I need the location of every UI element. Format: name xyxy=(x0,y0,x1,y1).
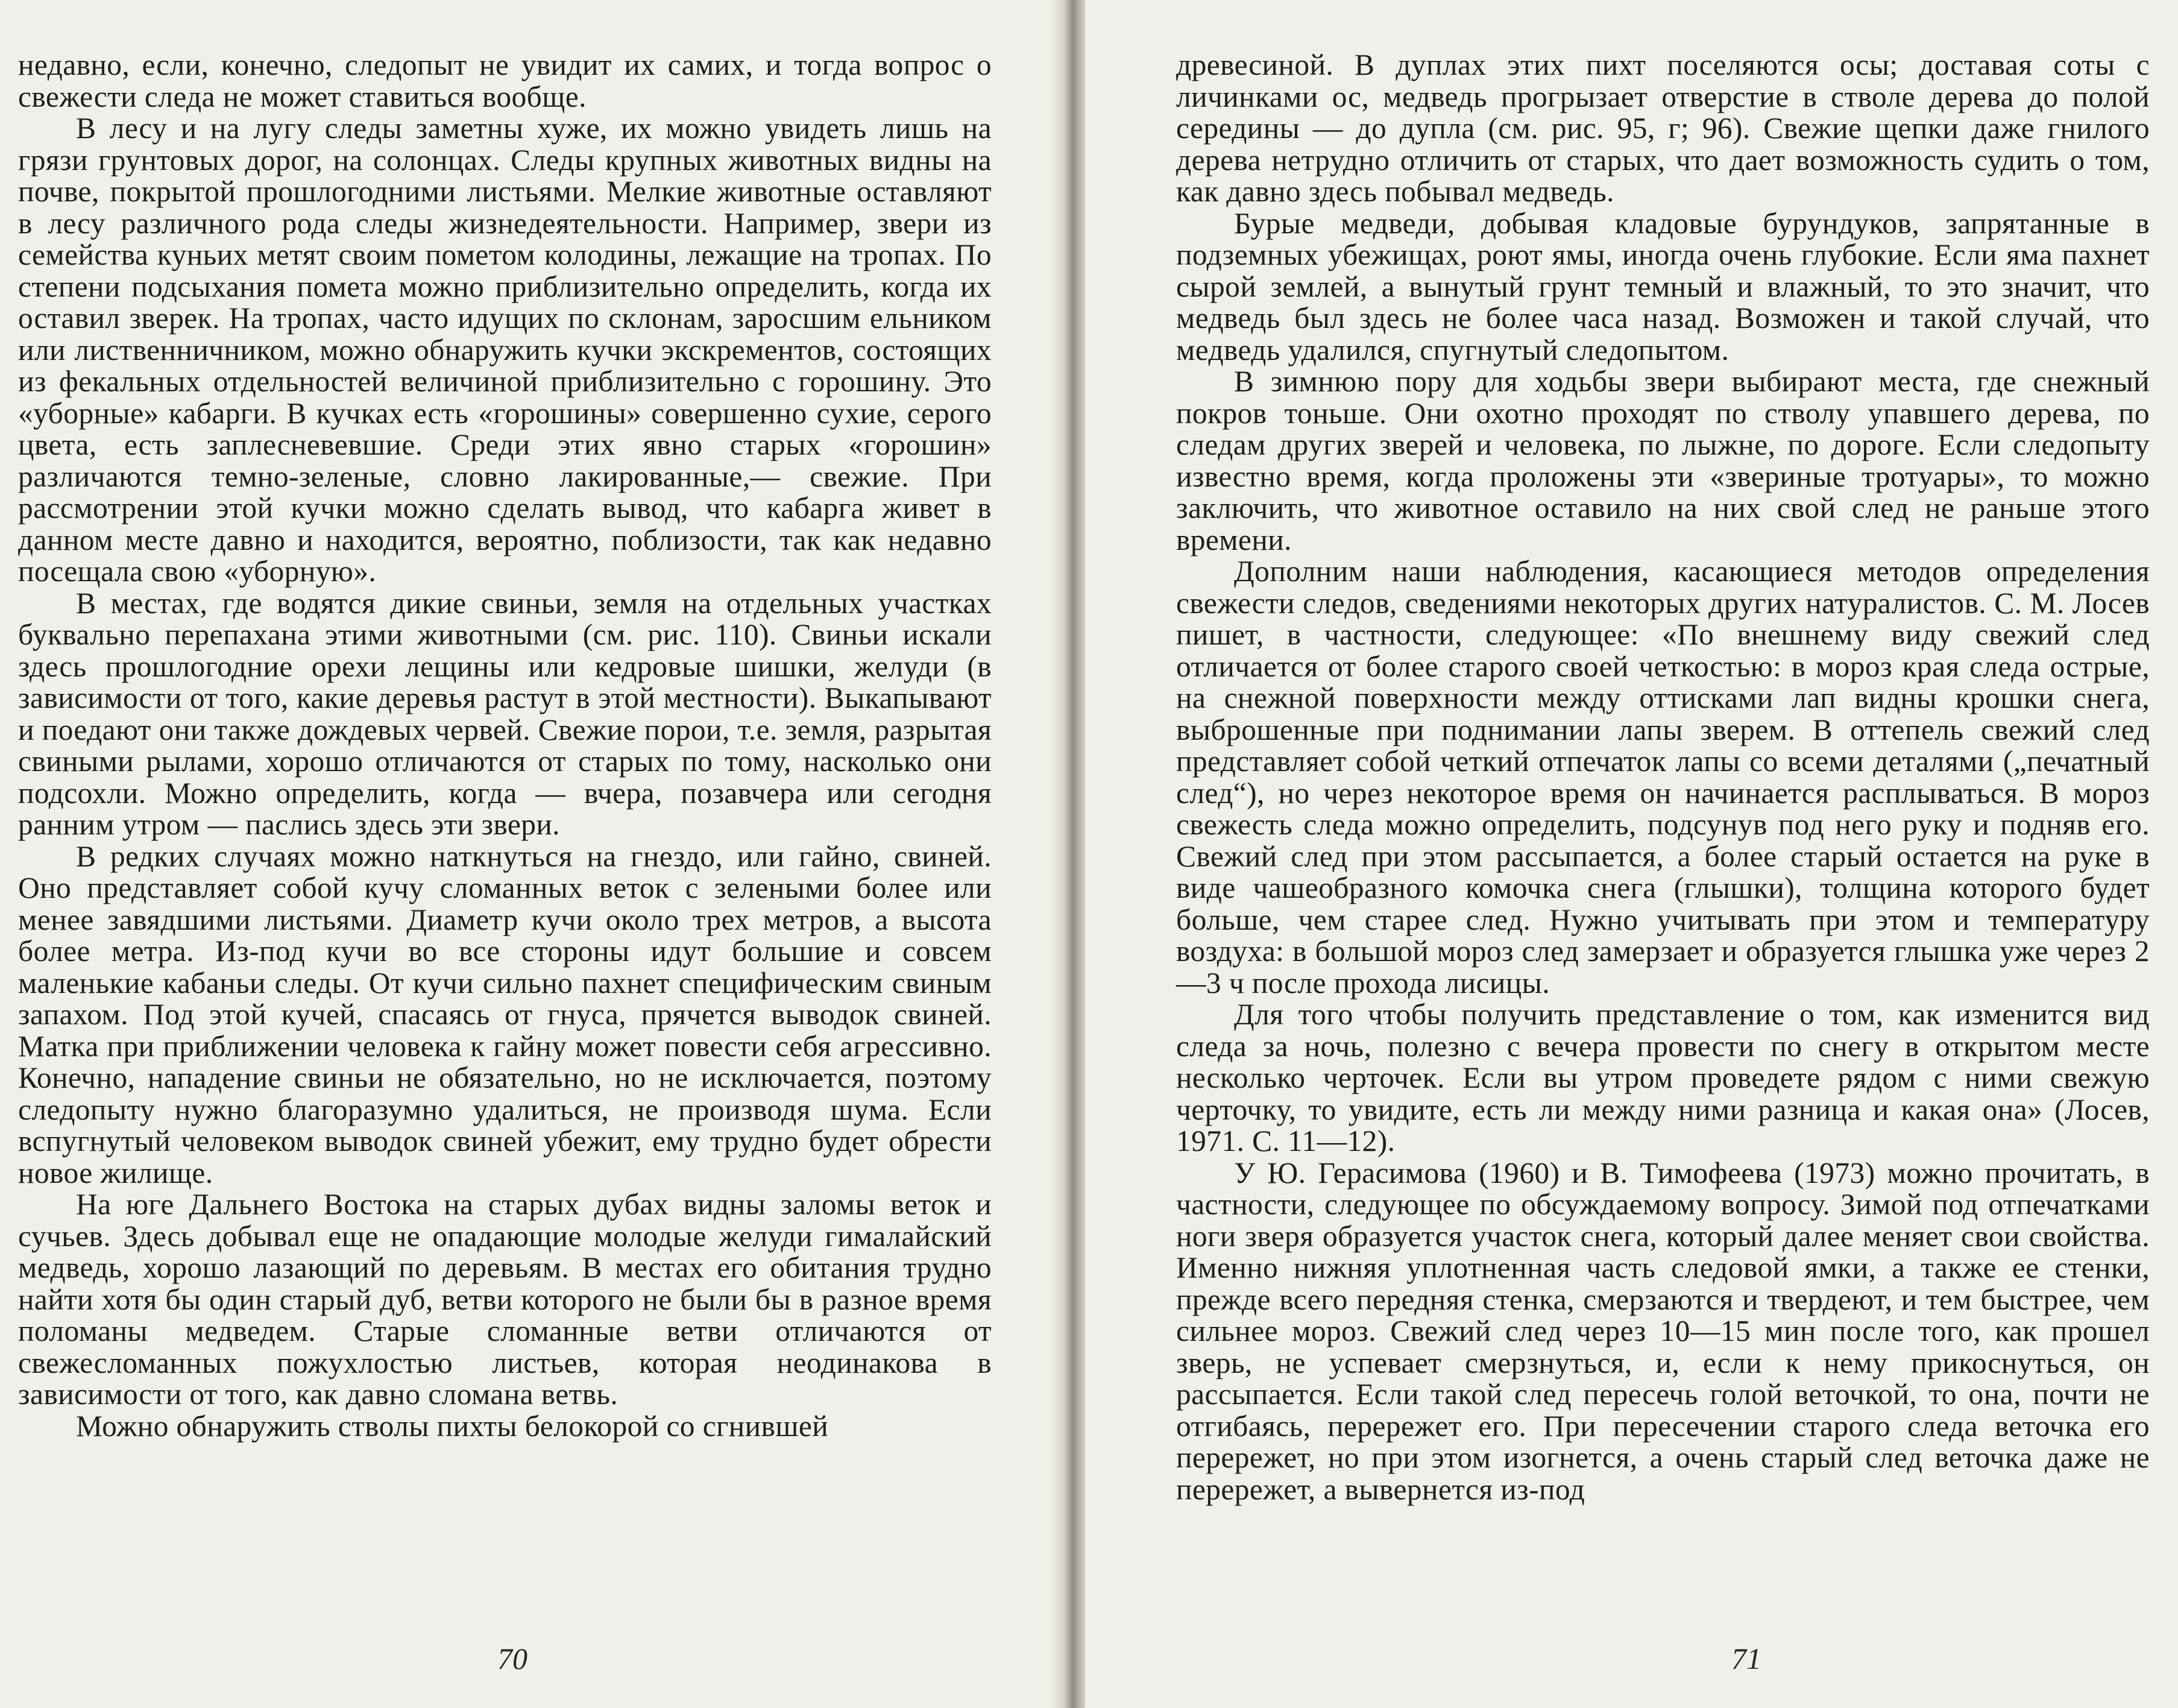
paragraph: На юге Дальнего Востока на старых дубах видны заломы веток и сучьев. Здесь добывал еще не опадающие молодые желуди гималайский медведь, хорошо лазающий по деревьям. В местах его обитания трудно найти хотя бы один старый дуб, ветви которого не были бы в разное время поломаны медведем. Старые сломанные ветви отличаются от свежесломанных пожухлостью листьев, которая неодинакова в зависимости от того, как давно сломана ветвь. xyxy=(18,1188,992,1411)
paragraph: В местах, где водятся дикие свиньи, земля на отдельных участках буквально перепахана этими животными (см. рис. 110). Свиньи искали здесь прошлогодние орехи лещины или кедровые шишки, желуди (в зависимости от того, какие деревья растут в этой местности). Выкапывают и поедают они также дождевых червей. Свежие порои, т.е. земля, разрытая свиными рылами, хорошо отличаются от старых по тому, насколько они подсохли. Можно определить, когда — вчера, позавчера или сегодня ранним утром — паслись здесь эти звери. xyxy=(18,586,992,841)
paragraph: древесиной. В дуплах этих пихт поселяются осы; доставая соты с личинками ос, медведь прогрызает отверстие в стволе дерева до полой середины — до дупла (см. рис. 95, г; 96). Свежие щепки даже гнилого дерева нетрудно отличить от старых, что дает возможность судить о том, как давно здесь побывал медведь. xyxy=(1176,48,2150,208)
paragraph: В лесу и на лугу следы заметны хуже, их можно увидеть лишь на грязи грунтовых дорог, на солонцах. Следы крупных животных видны на почве, покрытой прошлогодними листьями. Мелкие животные оставляют в лесу различного рода следы жизнедеятельности. Например, звери из семейства куньих метят своим пометом колодины, лежащие на тропах. По степени подсыхания помета можно приблизительно определить, когда их оставил зверек. На тропах, часто идущих по склонам, заросшим ельником или лиственничником, можно обнаружить кучки экскрементов, состоящих из фекальных отдельностей величиной приблизительно с горошину. Это «уборные» кабарги. В кучках есть «горошины» совершенно сухие, серого цвета, есть заплесневевшие. Среди этих явно старых «горошин» различаются темно-зеленые, словно лакированные,— свежие. При рассмотрении этой кучки можно сделать вывод, что кабарга живет в данном месте давно и находится, вероятно, поблизости, так как недавно посещала свою «уборную». xyxy=(18,112,992,588)
right-page xyxy=(1085,0,2178,1708)
paragraph: В редких случаях можно наткнуться на гнездо, или гайно, свиней. Оно представляет собой кучу сломанных веток с зелеными более или менее завядшими листьями. Диаметр кучи около трех метров, а высота более метра. Из-под кучи во все стороны идут большие и совсем маленькие кабаньи следы. От кучи сильно пахнет специфическим свиным запахом. Под этой кучей, спасаясь от гнуса, прячется выводок свиней. Матка при приближении человека к гайну может повести себя агрессивно. Конечно, нападение свиньи не обязательно, но не исключается, поэтому следопыту нужно благоразумно удалиться, не производя шума. Если вспугнутый человеком выводок свиней убежит, ему трудно будет обрести новое жилище. xyxy=(18,839,992,1190)
paragraph: В зимнюю пору для ходьбы звери выбирают места, где снежный покров тоньше. Они охотно проходят по стволу упавшего дерева, по следам других зверей и человека, по лыжне, по дороге. Если следопыту известно время, когда проложены эти «звериные тротуары», то можно заключить, что животное оставило на них свой след не раньше этого времени. xyxy=(1176,365,2150,556)
left-page-text xyxy=(18,49,992,1442)
paragraph: У Ю. Герасимова (1960) и В. Тимофеева (1973) можно прочитать, в частности, следующее по обсуждаемому вопросу. Зимой под отпечатками ноги зверя образуется участок снега, который далее меняет свои свойства. Именно нижняя уплотненная часть следовой ямки, а также ее стенки, прежде всего передняя стенка, смерзаются и твердеют, и тем быстрее, чем сильнее мороз. Свежий след через 10—15 мин после того, как прошел зверь, не успевает смерзнуться, и, если к нему прикоснуться, он рассыпается. Если такой след пересечь голой веточкой, то она, почти не отгибаясь, перережет его. При пересечении старого следа веточка его перережет, но при этом изогнется, а очень старый след веточка даже не перережет, а вывернется из-под xyxy=(1176,1156,2150,1506)
paragraph: Бурые медведи, добывая кладовые бурундуков, запрятанные в подземных убежищах, роют ямы, иногда очень глубокие. Если яма пахнет сырой землей, а вынутый грунт темный и влажный, то это значит, что медведь был здесь не более часа назад. Возможен и такой случай, что медведь удалился, спугнутый следопытом. xyxy=(1176,206,2150,367)
right-page-text xyxy=(1176,49,2150,1505)
page-number: 71 xyxy=(1731,1642,1761,1675)
left-page xyxy=(0,0,1061,1708)
paragraph: Для того чтобы получить представление о том, как изменится вид следа за ночь, полезно с вечера провести по снегу в открытом месте несколько черточек. Если вы утром проведете рядом с ними свежую черточку, то увидите, есть ли между ними разница и какая она» (Лосев, 1971. С. 11—12). xyxy=(1176,998,2150,1158)
page-number: 70 xyxy=(497,1642,527,1675)
paragraph: недавно, если, конечно, следопыт не увидит их самих, и тогда вопрос о свежести следа не может ставиться вообще. xyxy=(18,48,992,113)
paragraph: Дополним наши наблюдения, касающиеся методов определения свежести следов, сведениями некоторых других натуралистов. С. М. Лосев пишет, в частности, следующее: «По внешнему виду свежий след отличается от более старого своей четкостью: в мороз края следа острые, на снежной поверхности между оттисками лап видны крошки снега, выброшенные при поднимании лапы зверем. В оттепель свежий след представляет собой четкий отпечаток лапы со всеми деталями („печатный след“), но через некоторое время он начинается расплываться. В мороз свежесть следа можно определить, подсунув под него руку и подняв его. Свежий след при этом рассыпается, а более старый остается на руке в виде чашеобразного комочка снега (глышки), толщина которого будет больше, чем старее след. Нужно учитывать при этом и температуру воздуха: в большой мороз след замерзает и образуется глышка уже через 2—3 ч после прохода лисицы. xyxy=(1176,555,2150,1000)
paragraph: Можно обнаружить стволы пихты белокорой со сгнившей xyxy=(76,1409,829,1443)
